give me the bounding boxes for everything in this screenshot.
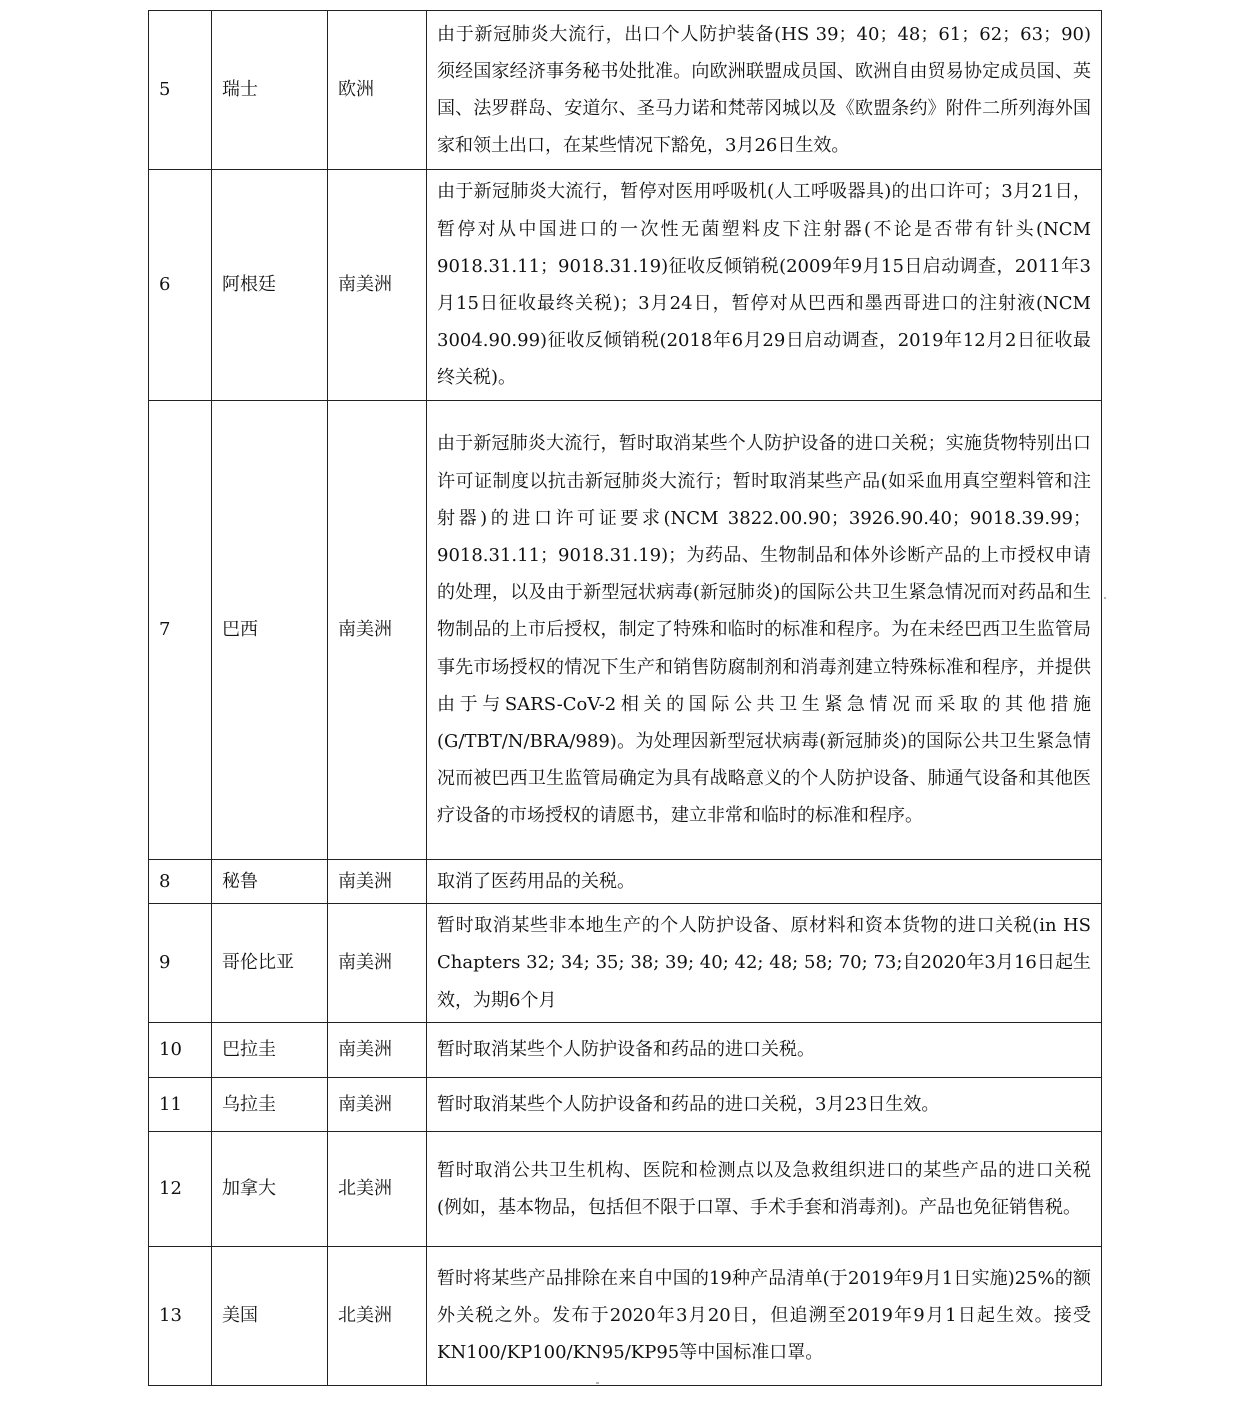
table-row (149, 401, 1102, 860)
table-row (149, 11, 1102, 170)
country-cell: 阿根廷 (212, 170, 328, 401)
table-row (149, 1131, 1102, 1246)
country-cell: 巴西 (212, 401, 328, 860)
region-cell: 欧洲 (328, 11, 427, 170)
country-cell: 美国 (212, 1246, 328, 1385)
measure-cell: 由于新冠肺炎大流行，暂停对医用呼吸机(人工呼吸器具)的出口许可；3月21日，暂停对从中国进口的一次性无菌塑料皮下注射器(不论是否带有针头(NCM 9018.31.11；9018.31.19)征收反倾销税(2009年9月15日启动调查，2011年3月15日征收最终关税)；3月24日，暂停对从巴西和墨西哥进口的注射液(NCM 3004.90.99)征收反倾销税(2018年6月29日启动调查，2019年12月2日征收最终关税)。 (427, 170, 1102, 401)
region-cell: 北美洲 (328, 1246, 427, 1385)
measure-cell: 暂时取消某些个人防护设备和药品的进口关税，3月23日生效。 (427, 1077, 1102, 1131)
country-cell: 加拿大 (212, 1131, 328, 1246)
scan-speck (596, 1382, 599, 1384)
row-number: 5 (149, 11, 212, 170)
country-cell: 秘鲁 (212, 860, 328, 904)
measure-cell: 暂时将某些产品排除在来自中国的19种产品清单(于2019年9月1日实施)25%的额外关税之外。发布于2020年3月20日，但追溯至2019年9月1日起生效。接受KN100/KP100/KN95/KP95等中国标准口罩。 (427, 1246, 1102, 1385)
row-number: 7 (149, 401, 212, 860)
measure-cell: 由于新冠肺炎大流行，出口个人防护装备(HS 39；40；48；61；62；63；90)须经国家经济事务秘书处批准。向欧洲联盟成员国、欧洲自由贸易协定成员国、英国、法罗群岛、安道尔、圣马力诺和梵蒂冈城以及《欧盟条约》附件二所列海外国家和领土出口，在某些情况下豁免，3月26日生效。 (427, 11, 1102, 170)
country-cell: 巴拉圭 (212, 1022, 328, 1077)
row-number: 11 (149, 1077, 212, 1131)
country-cell: 哥伦比亚 (212, 904, 328, 1023)
table-row (149, 170, 1102, 401)
region-cell: 南美洲 (328, 1022, 427, 1077)
row-number: 6 (149, 170, 212, 401)
table-row (149, 904, 1102, 1023)
country-cell: 乌拉圭 (212, 1077, 328, 1131)
row-number: 9 (149, 904, 212, 1023)
row-number: 10 (149, 1022, 212, 1077)
table-row (149, 1022, 1102, 1077)
measure-cell: 由于新冠肺炎大流行，暂时取消某些个人防护设备的进口关税；实施货物特别出口许可证制度以抗击新冠肺炎大流行；暂时取消某些产品(如采血用真空塑料管和注射器)的进口许可证要求(NCM 3822.00.90；3926.90.40；9018.39.99；9018.31.11；9018.31.19)；为药品、生物制品和体外诊断产品的上市授权申请的处理，以及由于新型冠状病毒(新冠肺炎)的国际公共卫生紧急情况而对药品和生物制品的上市后授权，制定了特殊和临时的标准和程序。为在未经巴西卫生监管局事先市场授权的情况下生产和销售防腐制剂和消毒剂建立特殊标准和程序，并提供由于与SARS-CoV-2相关的国际公共卫生紧急情况而采取的其他措施(G/TBT/N/BRA/989)。为处理因新型冠状病毒(新冠肺炎)的国际公共卫生紧急情况而被巴西卫生监管局确定为具有战略意义的个人防护设备、肺通气设备和其他医疗设备的市场授权的请愿书，建立非常和临时的标准和程序。 (427, 401, 1102, 860)
row-number: 8 (149, 860, 212, 904)
table-row (149, 860, 1102, 904)
region-cell: 南美洲 (328, 860, 427, 904)
region-cell: 南美洲 (328, 170, 427, 401)
region-cell: 南美洲 (328, 1077, 427, 1131)
table-row (149, 1246, 1102, 1385)
region-cell: 北美洲 (328, 1131, 427, 1246)
measures-table (148, 10, 1102, 1386)
scan-speck (1104, 597, 1106, 599)
country-cell: 瑞士 (212, 11, 328, 170)
row-number: 13 (149, 1246, 212, 1385)
measure-cell: 暂时取消某些非本地生产的个人防护设备、原材料和资本货物的进口关税(in HS Chapters 32; 34; 35; 38; 39; 40; 42; 48; 58; 70; 73;自2020年3月16日起生效，为期6个月 (427, 904, 1102, 1023)
measure-cell: 取消了医药用品的关税。 (427, 860, 1102, 904)
region-cell: 南美洲 (328, 904, 427, 1023)
measure-cell: 暂时取消某些个人防护设备和药品的进口关税。 (427, 1022, 1102, 1077)
measure-cell: 暂时取消公共卫生机构、医院和检测点以及急救组织进口的某些产品的进口关税(例如，基本物品，包括但不限于口罩、手术手套和消毒剂)。产品也免征销售税。 (427, 1131, 1102, 1246)
region-cell: 南美洲 (328, 401, 427, 860)
row-number: 12 (149, 1131, 212, 1246)
table-row (149, 1077, 1102, 1131)
